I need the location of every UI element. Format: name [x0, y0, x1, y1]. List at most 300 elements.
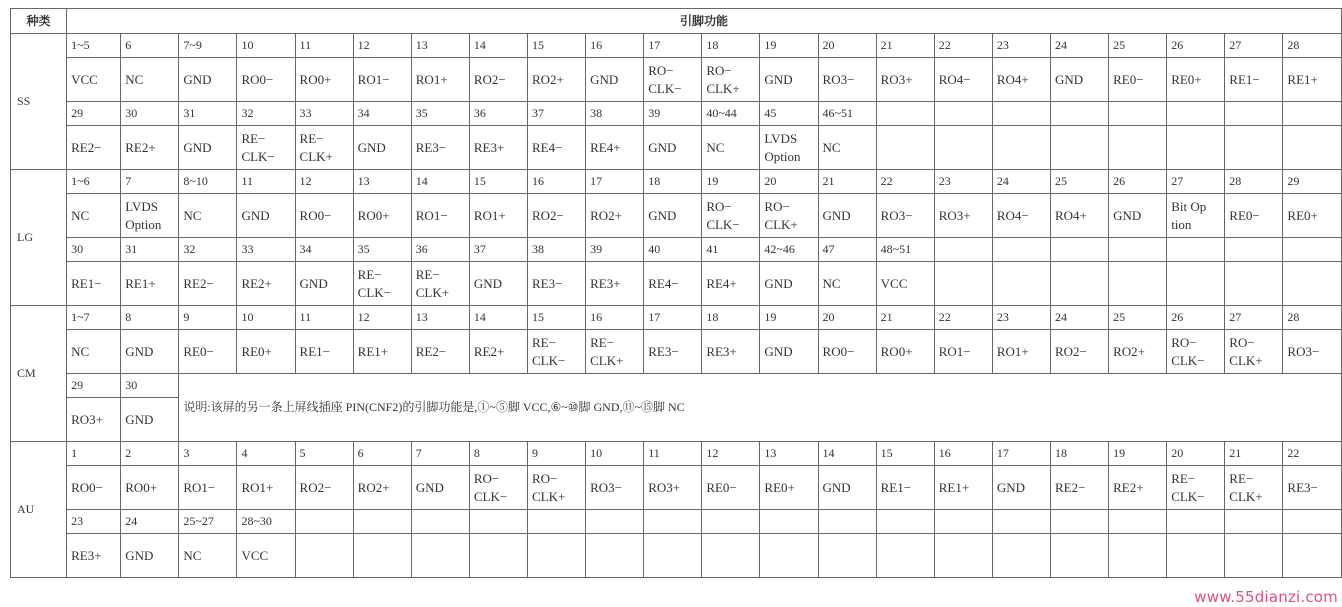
pin-function-cell: RE1+: [353, 330, 411, 374]
pin-number-cell: 29: [67, 102, 121, 126]
pin-function-cell: NC: [67, 194, 121, 238]
pin-function-cell: [992, 262, 1050, 306]
pin-number-cell: 12: [702, 442, 760, 466]
pin-number-cell: 21: [876, 306, 934, 330]
pin-number-cell: 32: [237, 102, 295, 126]
pin-number-cell: [469, 510, 527, 534]
pin-function-cell: RE1−: [876, 466, 934, 510]
pin-number-cell: 9: [179, 306, 237, 330]
pin-function-cell: GND: [760, 262, 818, 306]
pin-function-cell: RO3−: [586, 466, 644, 510]
pin-function-cell: RO− CLK−: [469, 466, 527, 510]
pin-number-cell: 4: [237, 442, 295, 466]
pin-function-cell: RO2−: [527, 194, 585, 238]
pin-function-cell: NC: [67, 330, 121, 374]
pin-number-cell: 7~9: [179, 34, 237, 58]
pin-number-cell: [411, 510, 469, 534]
pin-function-cell: RE4+: [702, 262, 760, 306]
pin-function-cell: RE2−: [411, 330, 469, 374]
pin-function-cell: RE3−: [644, 330, 702, 374]
pin-number-cell: 11: [295, 306, 353, 330]
pin-function-cell: RO2+: [527, 58, 585, 102]
pin-function-cell: [1283, 126, 1342, 170]
pin-number-cell: 30: [121, 374, 179, 398]
pin-number-cell: 10: [237, 34, 295, 58]
watermark-text: www.55dianzi.com: [1194, 588, 1338, 606]
pin-function-cell: RE2+: [469, 330, 527, 374]
pin-function-cell: GND: [121, 534, 179, 578]
pin-number-cell: [702, 510, 760, 534]
pin-function-cell: [702, 534, 760, 578]
pin-function-cell: RE2+: [1109, 466, 1167, 510]
pin-number-cell: 8~10: [179, 170, 237, 194]
pin-function-row: [11, 262, 1342, 306]
pin-number-cell: [1050, 102, 1108, 126]
pin-number-cell: 20: [818, 34, 876, 58]
pin-number-cell: 18: [702, 34, 760, 58]
pin-number-cell: 13: [411, 34, 469, 58]
pin-number-cell: 1~5: [67, 34, 121, 58]
pin-number-cell: 9: [527, 442, 585, 466]
pin-function-cell: RO2+: [586, 194, 644, 238]
pin-function-cell: NC: [121, 58, 179, 102]
pin-number-cell: 15: [469, 170, 527, 194]
pin-number-cell: [1050, 510, 1108, 534]
pin-function-cell: RO− CLK−: [1167, 330, 1225, 374]
pin-number-cell: 23: [67, 510, 121, 534]
pin-number-row: [11, 102, 1342, 126]
pin-number-cell: [1225, 510, 1283, 534]
pin-function-cell: RO2−: [295, 466, 353, 510]
pin-function-cell: GND: [760, 58, 818, 102]
pin-function-cell: [934, 534, 992, 578]
pin-number-cell: 16: [586, 306, 644, 330]
pin-number-cell: [1283, 510, 1342, 534]
pin-function-cell: RO3−: [818, 58, 876, 102]
pin-function-cell: RO4+: [1050, 194, 1108, 238]
pin-function-cell: RO− CLK+: [1225, 330, 1283, 374]
pin-number-row: [11, 510, 1342, 534]
pin-function-cell: RE1−: [1225, 58, 1283, 102]
pin-function-cell: [1050, 126, 1108, 170]
pin-number-cell: 41: [702, 238, 760, 262]
pin-number-cell: 14: [469, 306, 527, 330]
pin-function-cell: GND: [295, 262, 353, 306]
pin-number-cell: 23: [934, 170, 992, 194]
pin-function-cell: GND: [237, 194, 295, 238]
pin-number-cell: 28: [1283, 306, 1342, 330]
pin-function-row: [11, 58, 1342, 102]
pin-number-cell: 1: [67, 442, 121, 466]
pin-function-cell: GND: [469, 262, 527, 306]
pin-function-cell: RE1−: [67, 262, 121, 306]
pin-number-cell: 15: [527, 306, 585, 330]
pin-function-cell: NC: [818, 262, 876, 306]
pin-function-cell: GND: [1109, 194, 1167, 238]
pin-number-cell: 11: [237, 170, 295, 194]
pin-number-cell: [1167, 102, 1225, 126]
pin-number-cell: 33: [237, 238, 295, 262]
pin-function-cell: RE− CLK−: [353, 262, 411, 306]
pin-function-cell: RO0−: [67, 466, 121, 510]
pin-function-cell: RE− CLK+: [586, 330, 644, 374]
pin-function-cell: RO0−: [818, 330, 876, 374]
pin-number-cell: 17: [644, 306, 702, 330]
pin-number-cell: 5: [295, 442, 353, 466]
pin-number-cell: 22: [1283, 442, 1342, 466]
pin-number-row: [11, 238, 1342, 262]
pin-number-cell: [934, 238, 992, 262]
pin-number-cell: 22: [876, 170, 934, 194]
pin-function-cell: RE− CLK+: [295, 126, 353, 170]
pin-number-cell: 23: [992, 306, 1050, 330]
pin-number-cell: [992, 510, 1050, 534]
pin-number-cell: 21: [818, 170, 876, 194]
pin-number-cell: 35: [353, 238, 411, 262]
pin-number-cell: 26: [1109, 170, 1167, 194]
pin-number-cell: 17: [644, 34, 702, 58]
pin-number-cell: 10: [586, 442, 644, 466]
pin-number-cell: 31: [121, 238, 179, 262]
pin-number-cell: 1~6: [67, 170, 121, 194]
pin-function-cell: RE0−: [1109, 58, 1167, 102]
pin-number-cell: 38: [527, 238, 585, 262]
pin-function-cell: LVDS Option: [121, 194, 179, 238]
pin-number-cell: 14: [411, 170, 469, 194]
pin-number-cell: 7: [121, 170, 179, 194]
pin-function-cell: RE0−: [179, 330, 237, 374]
pin-function-cell: GND: [1050, 58, 1108, 102]
panel-type-cell: LG: [11, 170, 67, 306]
pin-function-cell: RO1−: [411, 194, 469, 238]
pin-number-cell: 30: [121, 102, 179, 126]
pin-number-cell: 13: [353, 170, 411, 194]
pin-function-row: [11, 126, 1342, 170]
pin-number-cell: 26: [1167, 306, 1225, 330]
pin-number-cell: [992, 238, 1050, 262]
pin-function-cell: NC: [818, 126, 876, 170]
pin-function-cell: RO3−: [876, 194, 934, 238]
pin-function-cell: [353, 534, 411, 578]
pin-number-cell: [1167, 510, 1225, 534]
pin-number-cell: 7: [411, 442, 469, 466]
pin-function-cell: VCC: [237, 534, 295, 578]
pin-function-cell: GND: [121, 398, 179, 442]
pin-function-row: [11, 466, 1342, 510]
pin-function-cell: RO− CLK+: [702, 58, 760, 102]
pin-function-cell: GND: [760, 330, 818, 374]
pin-function-cell: [1167, 126, 1225, 170]
pin-function-cell: RE1+: [1283, 58, 1342, 102]
pin-number-cell: 13: [760, 442, 818, 466]
pin-number-cell: 29: [67, 374, 121, 398]
pin-number-cell: 40: [644, 238, 702, 262]
pin-function-cell: RO− CLK+: [527, 466, 585, 510]
pin-number-cell: 42~46: [760, 238, 818, 262]
pin-number-cell: 22: [934, 306, 992, 330]
pin-number-cell: 24: [992, 170, 1050, 194]
pin-number-cell: [1167, 238, 1225, 262]
pin-function-cell: RE4−: [527, 126, 585, 170]
pin-number-cell: 19: [760, 306, 818, 330]
pin-number-cell: [295, 510, 353, 534]
pin-function-cell: GND: [411, 466, 469, 510]
pin-number-cell: [934, 510, 992, 534]
pin-function-cell: [934, 126, 992, 170]
pin-function-cell: VCC: [876, 262, 934, 306]
pin-function-cell: [644, 534, 702, 578]
pin-function-cell: [469, 534, 527, 578]
pin-function-cell: RE3+: [469, 126, 527, 170]
pin-function-cell: [527, 534, 585, 578]
pin-number-cell: 2: [121, 442, 179, 466]
pin-number-cell: 40~44: [702, 102, 760, 126]
pin-number-cell: 6: [353, 442, 411, 466]
pin-number-cell: [1225, 102, 1283, 126]
pin-number-cell: [1283, 102, 1342, 126]
pin-number-cell: 37: [527, 102, 585, 126]
pin-number-cell: [1109, 238, 1167, 262]
pin-number-cell: 18: [644, 170, 702, 194]
pin-function-cell: RE3−: [411, 126, 469, 170]
pin-number-cell: 27: [1225, 306, 1283, 330]
pin-function-cell: RE3−: [1283, 466, 1342, 510]
pin-number-cell: 16: [586, 34, 644, 58]
pin-number-cell: 25: [1050, 170, 1108, 194]
pin-function-cell: RO1+: [411, 58, 469, 102]
pin-number-cell: 24: [121, 510, 179, 534]
pin-function-cell: [1050, 534, 1108, 578]
pin-number-row: [11, 34, 1342, 58]
pin-function-cell: [876, 126, 934, 170]
pin-function-cell: RO− CLK−: [702, 194, 760, 238]
pin-number-cell: 24: [1050, 306, 1108, 330]
pin-number-cell: 36: [411, 238, 469, 262]
pin-function-cell: VCC: [67, 58, 121, 102]
pin-number-cell: 19: [702, 170, 760, 194]
pin-number-cell: [818, 510, 876, 534]
pin-number-cell: 11: [295, 34, 353, 58]
pin-function-cell: RE4+: [586, 126, 644, 170]
pin-function-cell: RE1+: [934, 466, 992, 510]
pin-number-cell: [760, 510, 818, 534]
pin-number-cell: 12: [295, 170, 353, 194]
pin-function-cell: RO2+: [1109, 330, 1167, 374]
type-header: 种类: [11, 9, 67, 34]
pin-function-cell: [1225, 534, 1283, 578]
pin-number-cell: [353, 510, 411, 534]
pin-number-cell: 26: [1167, 34, 1225, 58]
pin-function-cell: RE1−: [295, 330, 353, 374]
pin-function-cell: RE− CLK−: [527, 330, 585, 374]
pin-number-cell: 27: [1167, 170, 1225, 194]
pin-number-cell: 10: [237, 306, 295, 330]
pin-number-cell: 48~51: [876, 238, 934, 262]
pin-number-cell: 12: [353, 306, 411, 330]
pin-number-row: [11, 306, 1342, 330]
pin-function-cell: RO− CLK−: [644, 58, 702, 102]
pin-function-header: 引脚功能: [67, 9, 1342, 34]
pin-number-cell: 12: [353, 34, 411, 58]
pin-function-cell: GND: [121, 330, 179, 374]
pin-function-cell: [1283, 534, 1342, 578]
pin-number-cell: 45: [760, 102, 818, 126]
pin-number-cell: 28: [1283, 34, 1342, 58]
pin-number-cell: 8: [469, 442, 527, 466]
pin-number-cell: 19: [760, 34, 818, 58]
pin-function-cell: RO1+: [469, 194, 527, 238]
pin-function-row: [11, 330, 1342, 374]
pin-number-cell: [934, 102, 992, 126]
pin-function-cell: [1167, 262, 1225, 306]
pin-function-cell: RE3+: [702, 330, 760, 374]
pin-function-cell: RE0+: [1283, 194, 1342, 238]
pin-function-cell: [1109, 262, 1167, 306]
pin-function-cell: GND: [586, 58, 644, 102]
pin-function-cell: RO1−: [934, 330, 992, 374]
pin-function-cell: [818, 534, 876, 578]
pin-function-row: [11, 534, 1342, 578]
pin-number-cell: 37: [469, 238, 527, 262]
pin-function-cell: [586, 534, 644, 578]
pin-function-cell: [1225, 262, 1283, 306]
pin-number-cell: 14: [818, 442, 876, 466]
pin-number-cell: 11: [644, 442, 702, 466]
pin-number-cell: 15: [876, 442, 934, 466]
pin-function-cell: RE2−: [67, 126, 121, 170]
pin-number-cell: 19: [1109, 442, 1167, 466]
pin-function-cell: RO4−: [934, 58, 992, 102]
pin-number-cell: [1050, 238, 1108, 262]
pin-number-cell: 16: [527, 170, 585, 194]
pin-function-row: [11, 194, 1342, 238]
pin-function-cell: [934, 262, 992, 306]
pin-number-cell: 6: [121, 34, 179, 58]
pin-function-cell: NC: [179, 534, 237, 578]
pin-number-cell: 16: [934, 442, 992, 466]
pin-function-cell: [760, 534, 818, 578]
pin-number-cell: 36: [469, 102, 527, 126]
pin-function-cell: GND: [992, 466, 1050, 510]
pin-function-cell: RE− CLK+: [1225, 466, 1283, 510]
pin-number-row: [11, 374, 1342, 398]
pin-number-cell: 34: [295, 238, 353, 262]
pin-number-row: [11, 442, 1342, 466]
pin-number-cell: 47: [818, 238, 876, 262]
pin-number-cell: 17: [586, 170, 644, 194]
pin-function-cell: RE3+: [586, 262, 644, 306]
pin-number-cell: 23: [992, 34, 1050, 58]
pin-number-cell: 35: [411, 102, 469, 126]
pin-function-cell: [1283, 262, 1342, 306]
pin-function-table: [10, 8, 1342, 578]
pin-number-cell: 28: [1225, 170, 1283, 194]
pin-function-cell: RO3+: [644, 466, 702, 510]
pin-function-cell: RO3+: [67, 398, 121, 442]
pin-function-cell: GND: [179, 58, 237, 102]
note-text: 说明:该屏的另一条上屏线插座 PIN(CNF2)的引脚功能是,①~⑤脚 VCC,⑥~⑩脚 GND,⑪~⑮脚 NC: [179, 374, 1342, 442]
pin-function-cell: RO2−: [469, 58, 527, 102]
pin-function-cell: RE− CLK−: [1167, 466, 1225, 510]
pin-number-cell: 20: [1167, 442, 1225, 466]
pin-number-cell: [1283, 238, 1342, 262]
panel-type-cell: AU: [11, 442, 67, 578]
pin-function-cell: RE− CLK+: [411, 262, 469, 306]
pin-function-cell: RO1+: [237, 466, 295, 510]
pin-function-cell: Bit Op tion: [1167, 194, 1225, 238]
pin-function-cell: RE1+: [121, 262, 179, 306]
pin-function-cell: GND: [353, 126, 411, 170]
pin-number-cell: 32: [179, 238, 237, 262]
pin-number-cell: 46~51: [818, 102, 876, 126]
pin-function-cell: RO0+: [295, 58, 353, 102]
pin-function-cell: [1225, 126, 1283, 170]
pin-function-cell: GND: [818, 194, 876, 238]
pin-function-cell: [1109, 126, 1167, 170]
pin-function-cell: RO1+: [992, 330, 1050, 374]
pin-function-cell: RE0+: [237, 330, 295, 374]
pin-number-cell: 38: [586, 102, 644, 126]
pin-number-row: [11, 170, 1342, 194]
pin-number-cell: 25: [1109, 34, 1167, 58]
pin-function-cell: RE3+: [67, 534, 121, 578]
pin-function-cell: RE2+: [121, 126, 179, 170]
pin-function-cell: RO0+: [121, 466, 179, 510]
pin-number-cell: 15: [527, 34, 585, 58]
pin-number-cell: 8: [121, 306, 179, 330]
pin-function-cell: [1050, 262, 1108, 306]
pin-function-cell: LVDS Option: [760, 126, 818, 170]
pin-function-cell: RO1−: [353, 58, 411, 102]
pin-function-cell: RO0−: [295, 194, 353, 238]
pin-function-cell: [1167, 534, 1225, 578]
pin-function-cell: RO2−: [1050, 330, 1108, 374]
pin-function-cell: NC: [179, 194, 237, 238]
pin-function-cell: [992, 126, 1050, 170]
pin-function-cell: RE2+: [237, 262, 295, 306]
pin-number-cell: 18: [702, 306, 760, 330]
pin-number-cell: [992, 102, 1050, 126]
pin-function-cell: RO3+: [876, 58, 934, 102]
pin-function-cell: GND: [644, 126, 702, 170]
pin-number-cell: 1~7: [67, 306, 121, 330]
pin-function-cell: [1109, 534, 1167, 578]
pin-function-cell: GND: [179, 126, 237, 170]
pin-number-cell: 20: [760, 170, 818, 194]
pin-number-cell: 24: [1050, 34, 1108, 58]
pin-number-cell: [1225, 238, 1283, 262]
pin-number-cell: [1109, 102, 1167, 126]
pin-number-cell: 33: [295, 102, 353, 126]
pin-function-cell: RE0−: [702, 466, 760, 510]
pin-number-cell: 13: [411, 306, 469, 330]
pin-number-cell: [1109, 510, 1167, 534]
pin-function-cell: GND: [818, 466, 876, 510]
pin-number-cell: 17: [992, 442, 1050, 466]
pin-number-cell: 21: [1225, 442, 1283, 466]
pin-number-cell: 34: [353, 102, 411, 126]
pin-function-cell: RO0−: [237, 58, 295, 102]
pin-number-cell: 22: [934, 34, 992, 58]
pin-function-cell: RE0−: [1225, 194, 1283, 238]
pin-number-cell: 25~27: [179, 510, 237, 534]
pin-function-cell: RE2−: [1050, 466, 1108, 510]
pin-number-cell: [876, 510, 934, 534]
pin-function-cell: RO0+: [876, 330, 934, 374]
pin-number-cell: 20: [818, 306, 876, 330]
pin-number-cell: 18: [1050, 442, 1108, 466]
pin-function-cell: RE4−: [644, 262, 702, 306]
